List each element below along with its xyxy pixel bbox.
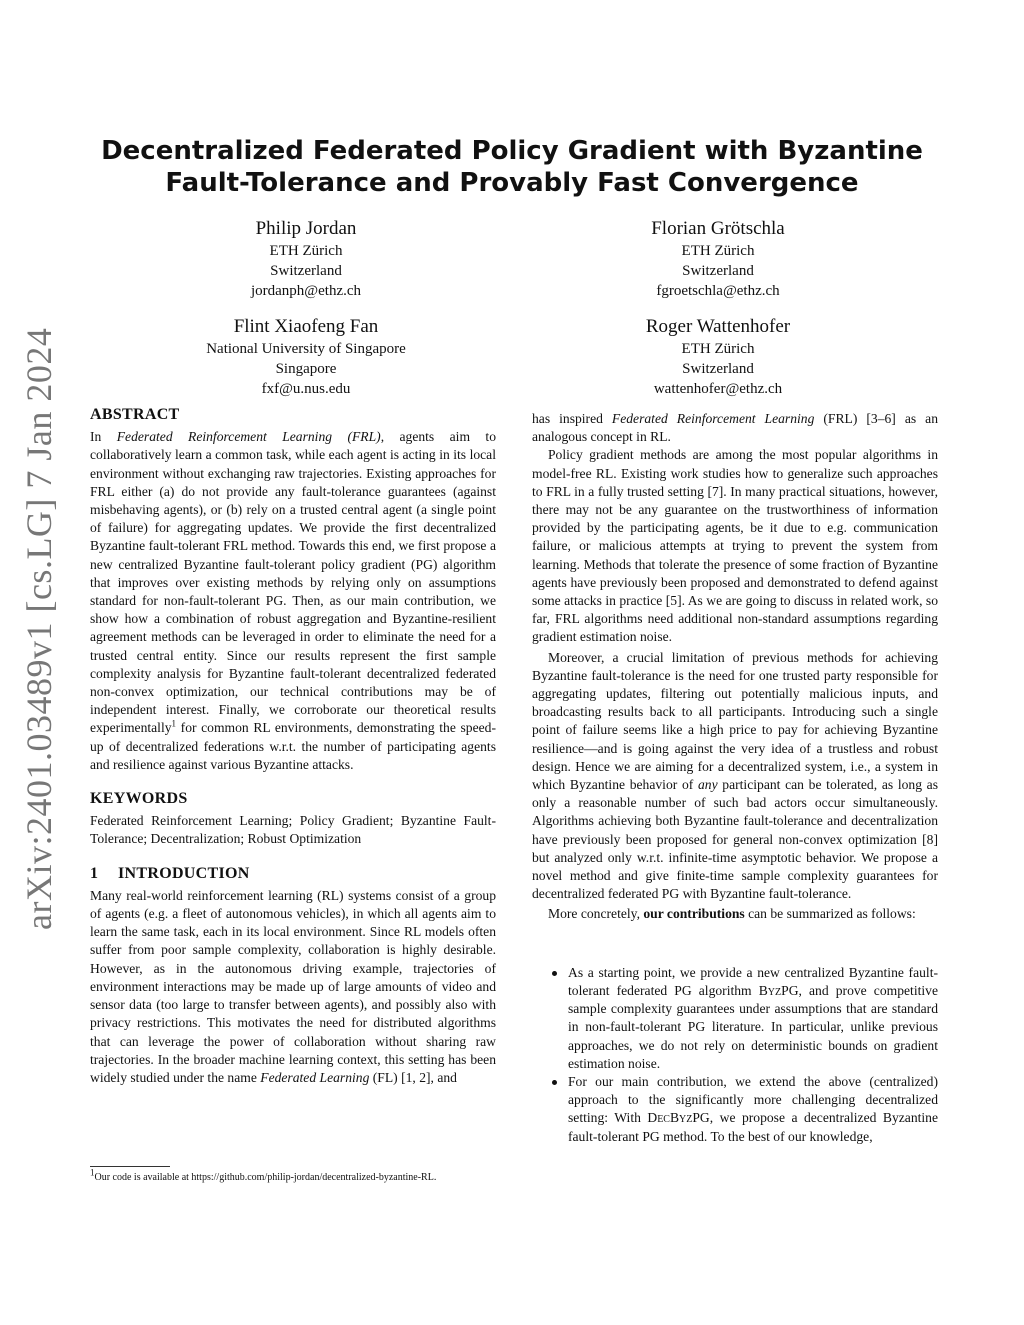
footnote-rule (90, 1166, 170, 1167)
intro-paragraph-1: Many real-world reinforcement learning (RL) systems consist of a group of agents (e.g. a fleet of autonomous vehicles), in which all agents aim to learn the same task, each in its local environment. Since RL models often suffer from poor sample complexity, collaboration is highly desirable. However, as in the autonomous driving example, trajectories of environment interactions may be made up of large amounts of video and sensor data (too large to transfer between agents), and possibly also with privacy restrictions. This motivates the need for distributed algorithms that can leverage the power of collaboration without sharing raw trajectories. In the broader machine learning context, this setting has been widely studied under the name Federated Learning (FL) [1, 2], and (90, 887, 496, 1085)
title-line-2: Fault-Tolerance and Provably Fast Convergence (165, 168, 859, 198)
paper-title (100, 135, 924, 199)
author-email: wattenhofer@ethz.ch (653, 381, 783, 397)
bullet-icon (552, 971, 557, 976)
abstract-heading: ABSTRACT (90, 406, 180, 423)
author-name: Flint Xiaofeng Fan (233, 316, 379, 337)
footnote: $^1$Our code is available at https://github.com/philip-jordan/decentralized-byzantine-RL. (90, 1167, 437, 1183)
author-block-2 (553, 217, 883, 301)
intro-paragraph-4: More concretely, our contributions can be summarized as follows: (548, 906, 916, 922)
arxiv-stamp: arXiv:2401.03489v1 [cs.LG] 7 Jan 2024 (19, 327, 59, 930)
intro-paragraph-3: Moreover, a crucial limitation of previous methods for achieving Byzantine fault-tolerance is the need for one trusted party responsible for aggregating updates, filtering out potentially malicious inputs, and broadcasting results back to all participants. Introducing such a single point of failure seems like a high price to pay for achieving Byzantine resilience—and is going against the very idea of a trustless and robust design. Hence we are aiming for a decentralized system, i.e., a system in which Byzantine behavior of any participant can be tolerated, as long as only a reasonable number of such bad actors occur simultaneously. Algorithms achieving both Byzantine fault-tolerance and decentralization have previously been proposed for general non-convex optimization [8] but analyzed only w.r.t. infinite-time asymptotic behavior. We propose a novel method and give finite-time sample complexity guarantees for decentralized federated PG with Byzantine fault-tolerance. (532, 649, 939, 902)
author-email: jordanph@ethz.ch (250, 283, 362, 299)
author-affiliation: ETH Zürich (681, 341, 755, 357)
author-name: Roger Wattenhofer (645, 316, 791, 337)
title-line-1: Decentralized Federated Policy Gradient with Byzantine (101, 136, 923, 166)
bullet-icon (552, 1080, 557, 1085)
author-block-4 (553, 315, 883, 399)
author-name: Philip Jordan (255, 218, 357, 239)
footnote-mark: 1 (171, 718, 177, 729)
intro-paragraph-2: Policy gradient methods are among the most popular algorithms in model-free RL. Existing work studies how to generalize such approaches to FRL in a fully trusted setting [7]. In many practical situations, however, there may not be any guarantee on the trustworthiness of information provided by the participating agents, be it due to e.g. communication failure, or malicious attempts at trying to prevent the system from learning. Methods that tolerate the presence of some fraction of Byzantine agents have previously been proposed and demonstrated to defend against some attacks in practice [5]. As we are going to discuss in related work, so far, FRL algorithms need additional non-standard assumptions regarding gradient estimation noise. (532, 447, 938, 645)
abstract-text: In Federated Reinforcement Learning (FRL), agents aim to collaboratively learn a common task, while each agent is acting in its local environment without exchanging raw trajectories. Existing approaches for FRL either (a) do not provide any fault-tolerance guarantees (against misbehaving agents), or (b) rely on a trusted central agent (a single point of failure) for aggregating updates. We provide the first decentralized Byzantine fault-tolerant FRL method. Towards this end, we first propose a new centralized Byzantine fault-tolerant policy gradient (PG) algorithm that improves over existing methods by relying only on assumptions standard for non-fault-tolerant PG. Then, as our main contribution, we show how a combination of robust aggregation and Byzantine-resilient agreement methods can be leveraged in order to eliminate the need for a trusted central entity. Since our results represent the first sample complexity analysis for Byzantine fault-tolerant decentralized federated non-convex optimization, our technical contributions may be of independent interest. Finally, we corroborate our theoretical results experimentally$^1$ for common RL environments, demonstrating the speed-up of decentralized federations w.r.t. the number of participating agents and resilience against various Byzantine attacks. (90, 429, 497, 772)
author-country: Switzerland (682, 263, 754, 279)
right-column (532, 410, 938, 1146)
intro-paragraph-1-cont: has inspired Federated Reinforcement Learning (FRL) [3–6] as an analogous concept in RL. (532, 411, 938, 445)
keywords-text: Federated Reinforcement Learning; Policy Gradient; Byzantine Fault-Tolerance; Decentralization; Robust Optimization (90, 813, 496, 847)
author-affiliation: National University of Singapore (206, 341, 406, 357)
author-email: fgroetschla@ethz.ch (656, 283, 780, 299)
contributions-list (532, 964, 938, 1146)
author-name: Florian Grötschla (651, 218, 785, 239)
author-block-3 (141, 315, 471, 399)
keywords-heading: KEYWORDS (90, 790, 188, 808)
author-block-1 (141, 217, 471, 301)
author-country: Switzerland (270, 263, 342, 279)
list-item: For our main contribution, we extend the above (centralized) approach to the significantly more challenging decentralized setting: With DecByzPG, we propose a decentralized Byzantine fault-tolerant PG method. To the best of our knowledge, (532, 1073, 938, 1146)
author-email: fxf@u.nus.edu (261, 381, 351, 397)
author-country: Switzerland (682, 361, 754, 377)
intro-heading: 1 INTRODUCTION (90, 864, 250, 882)
author-affiliation: ETH Zürich (269, 243, 343, 259)
left-column (90, 406, 496, 1087)
list-item: As a starting point, we provide a new centralized Byzantine fault-tolerant federated PG algorithm ByzPG, and prove competitive sample complexity guarantees under assumptions that are standard in non-fault-tolerant PG literature. In particular, unlike previous approaches, we do not rely on deterministic bounds on gradient estimation noise. (532, 964, 938, 1073)
author-country: Singapore (275, 361, 337, 377)
author-affiliation: ETH Zürich (681, 243, 755, 259)
